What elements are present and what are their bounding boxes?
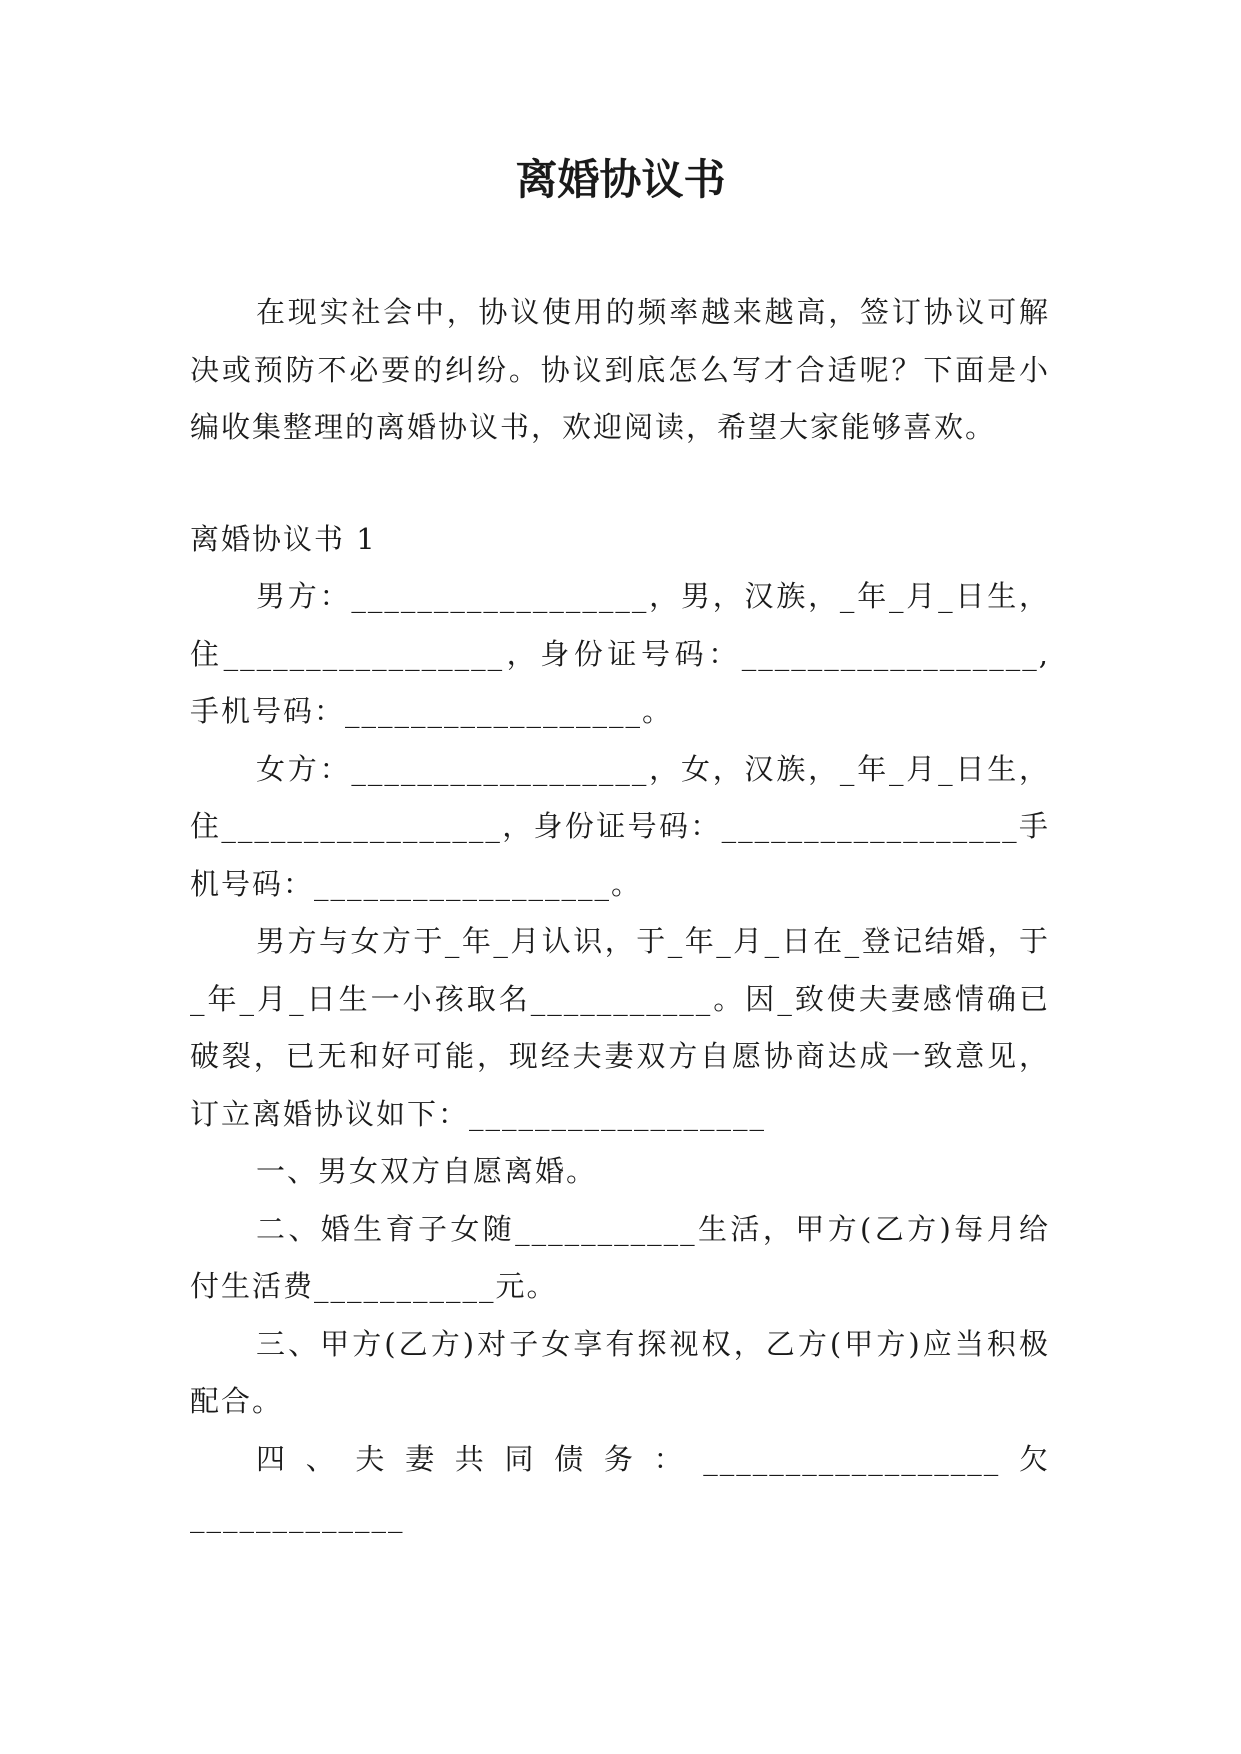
spacer — [190, 457, 1050, 511]
clause-1: 一、男女双方自愿离婚。 — [256, 1154, 598, 1188]
section-heading: 离婚协议书 1 — [190, 521, 377, 556]
clause-2: 二、婚生育子女随___________生活，甲方(乙方)每月给付生活费___________元。 — [190, 1211, 1050, 1303]
male-party-paragraph: 男方：__________________，男，汉族，_年_月_日生，住_________________，身份证号码：__________________,手机号码：__________________。 — [190, 579, 1050, 728]
intro-paragraph: 在现实社会中，协议使用的频率越来越高，签订协议可解决或预防不必要的纠纷。协议到底怎么写才合适呢？下面是小编收集整理的离婚协议书，欢迎阅读，希望大家能够喜欢。 — [190, 295, 1050, 444]
document-body — [190, 284, 1050, 1546]
clause-4: 四、夫妻共同债务：__________________欠_____________ — [190, 1441, 1050, 1533]
document-title: 离婚协议书 — [515, 155, 726, 204]
clause-3: 三、甲方(乙方)对子女享有探视权，乙方(甲方)应当积极配合。 — [190, 1326, 1050, 1418]
female-party-paragraph: 女方：__________________，女，汉族，_年_月_日生，住_________________，身份证号码：__________________手机号码：__________________。 — [190, 751, 1050, 901]
marriage-background-paragraph: 男方与女方于_年_月认识，于_年_月_日在_登记结婚，于_年_月_日生一小孩取名___________。因_致使夫妻感情确已破裂，已无和好可能，现经夫妻双方自愿协商达成一致意见，订立离婚协议如下：__________________ — [190, 924, 1050, 1131]
